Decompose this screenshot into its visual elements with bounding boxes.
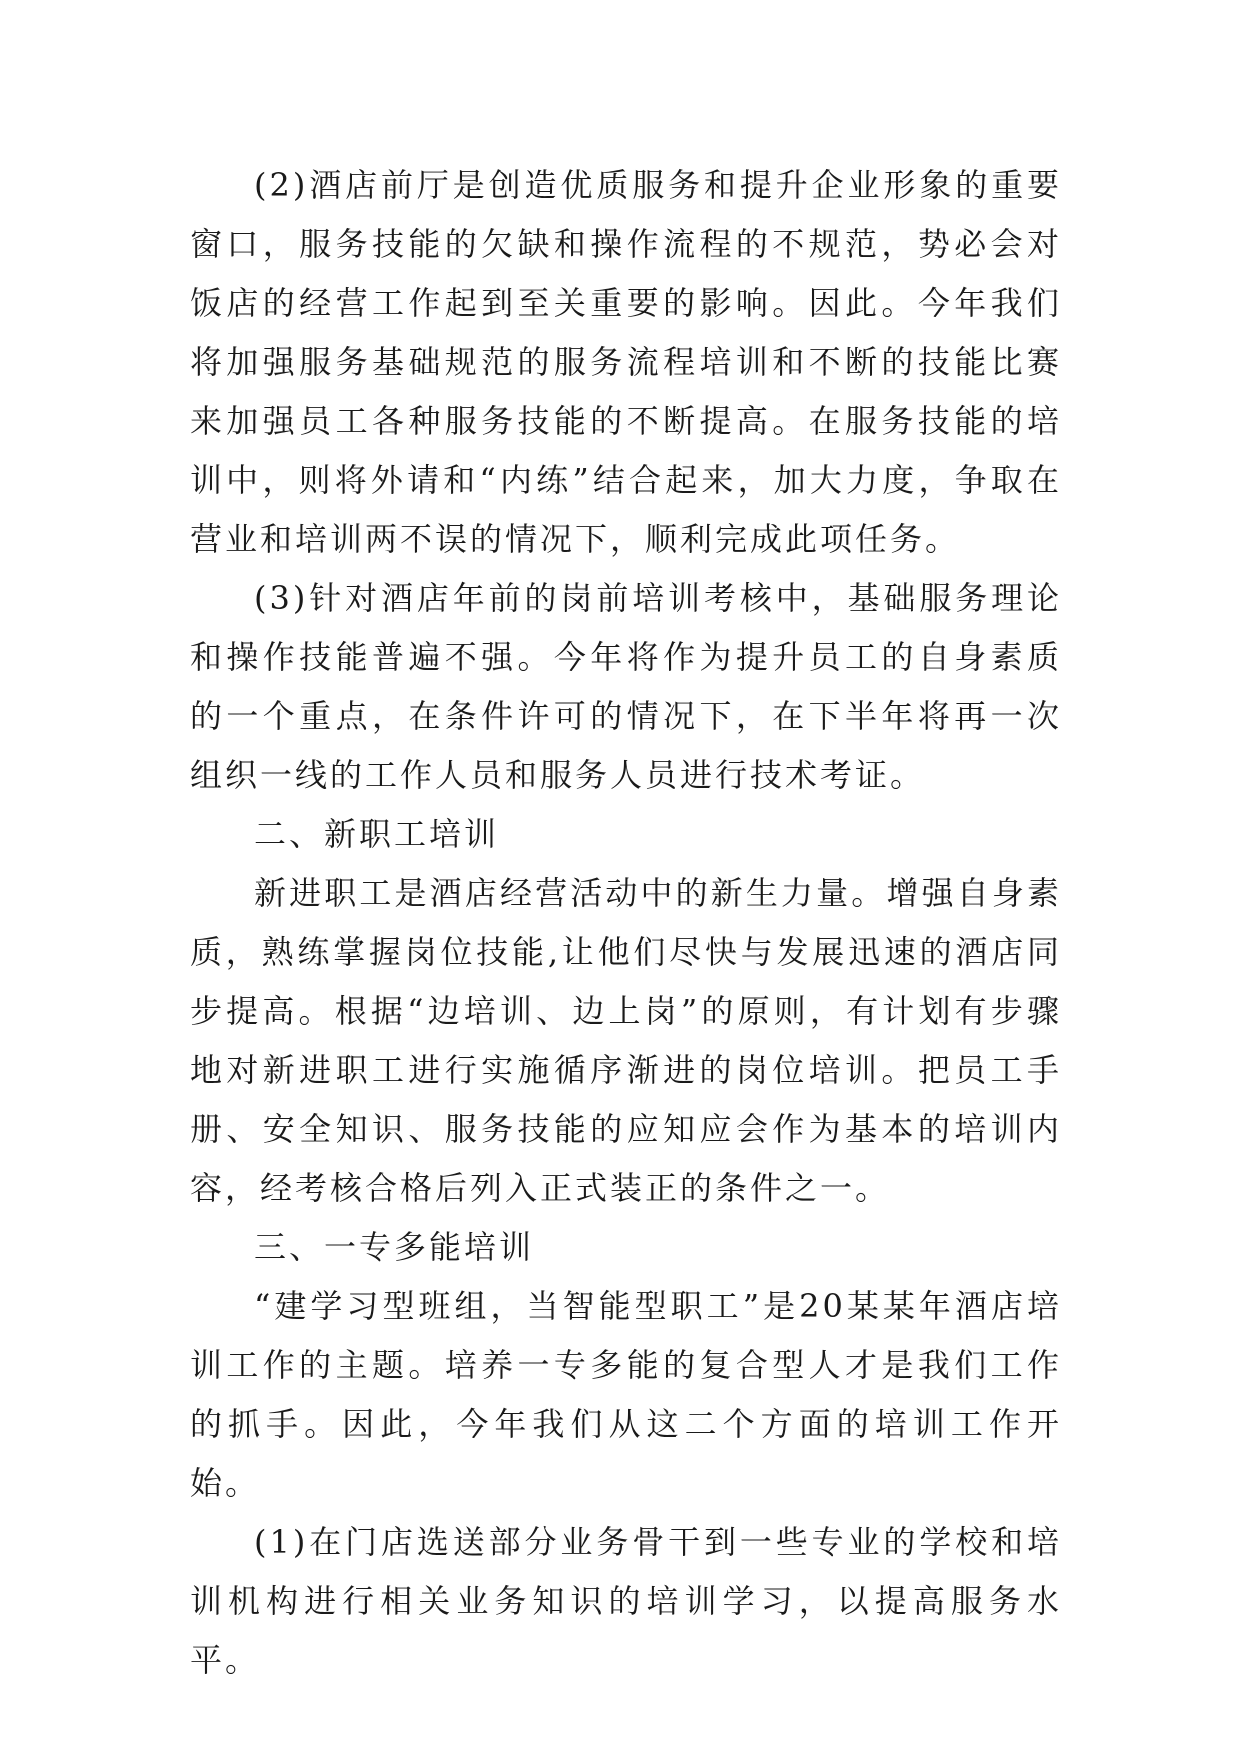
paragraph-external-training: (1)在门店选送部分业务骨干到一些专业的学校和培训机构进行相关业务知识的培训学习，以提高服务水平。: [190, 1523, 1062, 1679]
section-heading-new-staff-training: 二、新职工培训: [254, 815, 500, 853]
document-body: [190, 156, 1062, 1690]
section-heading-multi-skill-training: 三、一专多能培训: [254, 1228, 535, 1266]
paragraph-skills-certification: (3)针对酒店年前的岗前培训考核中，基础服务理论和操作技能普遍不强。今年将作为提升员工的自身素质的一个重点，在条件许可的情况下，在下半年将再一次组织一线的工作人员和服务人员进行技术考证。: [190, 579, 1062, 794]
paragraph-learning-team-theme: “建学习型班组，当智能型职工”是20某某年酒店培训工作的主题。培养一专多能的复合型人才是我们工作的抓手。因此，今年我们从这二个方面的培训工作开始。: [190, 1287, 1062, 1502]
paragraph-new-staff-training: 新进职工是酒店经营活动中的新生力量。增强自身素质，熟练掌握岗位技能,让他们尽快与发展迅速的酒店同步提高。根据“边培训、边上岗”的原则，有计划有步骤地对新进职工进行实施循序渐进的岗位培训。把员工手册、安全知识、服务技能的应知应会作为基本的培训内容，经考核合格后列入正式装正的条件之一。: [190, 874, 1062, 1207]
paragraph-front-desk-training: (2)酒店前厅是创造优质服务和提升企业形象的重要窗口，服务技能的欠缺和操作流程的不规范，势必会对饭店的经营工作起到至关重要的影响。因此。今年我们将加强服务基础规范的服务流程培训和不断的技能比赛来加强员工各种服务技能的不断提高。在服务技能的培训中，则将外请和“内练”结合起来，加大力度，争取在营业和培训两不误的情况下，顺利完成此项任务。: [190, 166, 1062, 558]
